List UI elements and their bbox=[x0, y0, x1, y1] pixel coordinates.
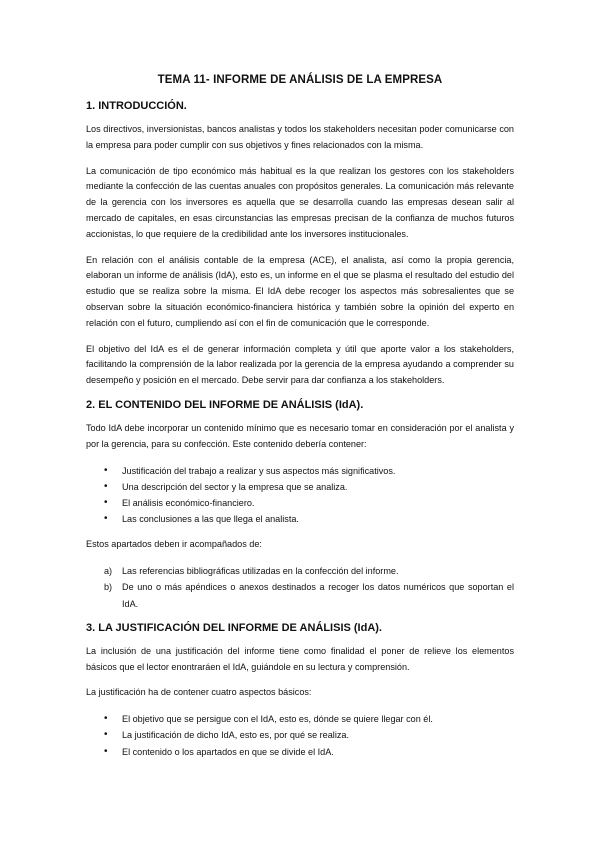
paragraph: Los directivos, inversionistas, bancos analistas y todos los stakeholders necesitan poder comunicarse con la empresa para poder cumplir con sus objetivos y fines relacionados con la misma. bbox=[86, 124, 514, 150]
document-title: TEMA 11- INFORME DE ANÁLISIS DE LA EMPRESA bbox=[157, 74, 443, 86]
list-marker: a) bbox=[104, 566, 113, 577]
paragraph: En relación con el análisis contable de la empresa (ACE), el analista, así como la propia gerencia, elaboran un informe de análisis (IdA), esto es, un informe en el que se plasma el resultado del estudio del estudio que se realiza sobre la misma. El IdA debe recoger los aspectos más sobresalientes que se observan sobre la situación económico-financiera histórica y también sobre la opinión del experto en relación con el futuro, cumpliendo así con el fin de comunicación que le corresponde. bbox=[86, 254, 514, 328]
section-heading-contenido: 2. EL CONTENIDO DEL INFORME DE ANÁLISIS (IdA). bbox=[86, 398, 364, 411]
document-page bbox=[86, 62, 514, 770]
bullet-list bbox=[86, 463, 514, 528]
paragraph: La comunicación de tipo económico más habitual es la que realizan los gestores con los stakeholders mediante la confección de las cuentas anuales con propósitos generales. La comunicación más relevante de la gerencia con los inversores es aquella que se desarrolla cuando las empresas desean salir al mercado de capitales, en esas circunstancias las empresas precisan de la confianza de muchos futuros accionistas, lo que requiere de la credibilidad ante los inversores institucionales. bbox=[86, 165, 514, 239]
paragraph: La justificación ha de contener cuatro aspectos básicos: bbox=[86, 687, 312, 698]
paragraph: Estos apartados deben ir acompañados de: bbox=[86, 539, 262, 550]
list-item: • Justificación del trabajo a realizar y sus aspectos más significativos. bbox=[86, 463, 514, 479]
section-heading-justificacion: 3. LA JUSTIFICACIÓN DEL INFORME DE ANÁLISIS (IdA). bbox=[86, 621, 382, 634]
paragraph: La inclusión de una justificación del informe tiene como finalidad el poner de relieve los elementos básicos que el lector enontraráen el IdA, guiándole en su lectura y comprensión. bbox=[86, 645, 514, 672]
list-item bbox=[86, 563, 514, 579]
list-item: • Una descripción del sector y la empresa que se analiza. bbox=[86, 479, 514, 495]
list-item: • La justificación de dicho IdA, esto es, por qué se realiza. bbox=[86, 727, 514, 743]
list-item-text: De uno o más apéndices o anexos destinados a recoger los datos numéricos que soportan el IdA. bbox=[122, 582, 514, 609]
list-item bbox=[86, 579, 514, 611]
list-marker: b) bbox=[104, 582, 113, 593]
list-item: • El análisis económico-financiero. bbox=[86, 495, 514, 511]
list-item: • El objetivo que se persigue con el IdA, esto es, dónde se quiere llegar con él. bbox=[86, 711, 514, 727]
paragraph: Todo IdA debe incorporar un contenido mínimo que es necesario tomar en consideración por el analista y por la gerencia, para su confección. Este contenido debería contener: bbox=[86, 422, 514, 449]
list-item: • Las conclusiones a las que llega el analista. bbox=[86, 511, 514, 527]
section-heading-introduccion: 1. INTRODUCCIÓN. bbox=[86, 100, 187, 112]
list-item: • El contenido o los apartados en que se divide el IdA. bbox=[86, 744, 514, 760]
lettered-list bbox=[86, 563, 514, 612]
paragraph: El objetivo del IdA es el de generar información completa y útil que aporte valor a los stakeholders, facilitando la comprensión de la labor realizada por la gerencia de la empresa ayudando a comprender su desempeño y posición en el mercado. Debe servir para dar confianza a los stakeholders. bbox=[86, 343, 514, 386]
list-item-text: Las referencias bibliográficas utilizadas en la confección del informe. bbox=[122, 566, 399, 577]
bullet-list bbox=[86, 711, 514, 760]
